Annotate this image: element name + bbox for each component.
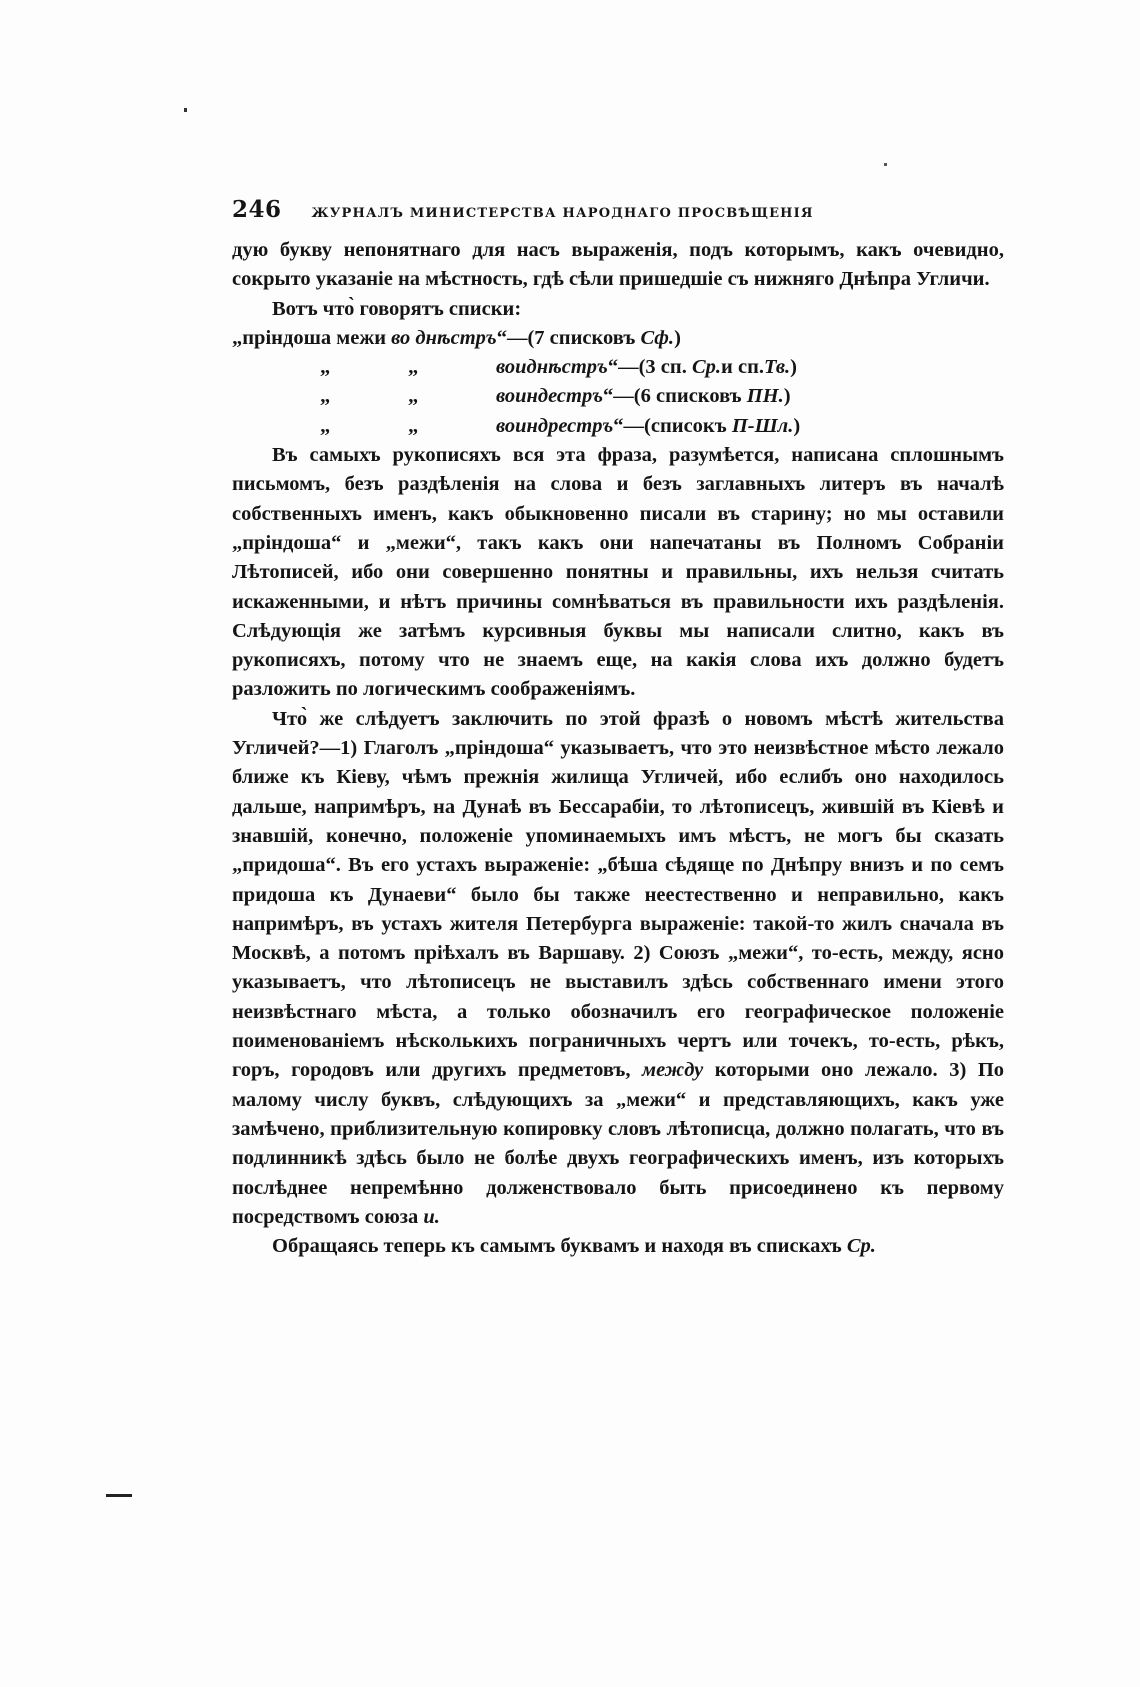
variant-note: “—(списокъ — [613, 414, 727, 437]
paragraph-3: Въ самыхъ рукописяхъ вся эта фраза, разумѣется, написана сплошнымъ письмомъ, безъ раздѣленія на слова и безъ заглавныхъ литеръ въ началѣ собственныхъ именъ, какъ обыкновенно писали въ старину; но мы оставили „пріндоша“ и „межи“, такъ какъ они напечатаны въ Полномъ Собраніи Лѣтописей, ибо они совершенно понятны и правильны, ихъ нельзя считать искаженными, и нѣтъ причины сомнѣваться въ правильности ихъ раздѣленія. Слѣдующія же затѣмъ курсивныя буквы мы написали слитно, какъ въ рукописяхъ, потому что не знаемъ еще, на какія слова ихъ должно будетъ разложить по логическимъ соображеніямъ. — [232, 444, 1004, 701]
variant-source: Сф. — [640, 326, 675, 349]
variant-row — [232, 324, 1004, 353]
variant-close: ) — [783, 385, 791, 408]
scan-speck — [184, 108, 187, 112]
variant-close: ) — [790, 356, 797, 379]
running-title: ЖУРНАЛЪ МИНИСТЕРСТВА НАРОДНАГО ПРОСВѢЩЕНІЯ — [311, 206, 814, 221]
variant-note: “—(7 списковъ — [496, 326, 636, 349]
ditto-mark: „ — [320, 385, 331, 408]
variant-note: “—(6 списковъ — [603, 385, 742, 408]
paragraph-4-end: и. — [423, 1205, 440, 1228]
ditto-mark: „ — [408, 385, 419, 408]
book-page — [232, 196, 1004, 1261]
variant-source: Ср. — [691, 356, 722, 379]
variant-note: “—(3 сп. — [607, 356, 687, 379]
ditto-mark: „ — [408, 356, 419, 379]
variant-reading: во днѣстръ — [391, 326, 497, 349]
ditto-mark: „ — [320, 356, 331, 379]
variant-source: ПН. — [746, 385, 784, 408]
page-header — [232, 196, 1004, 236]
variant-list — [232, 324, 1004, 441]
paragraph-2: Вотъ что̀ говорятъ списки: — [272, 297, 522, 320]
paragraph-5-text: Обращаясь теперь къ самымъ буквамъ и находя въ спискахъ — [272, 1235, 842, 1258]
paragraph-5-end: Ср. — [846, 1235, 876, 1258]
paragraph-4-tail: которыми оно лежало. 3) По малому числу буквъ, слѣдующихъ за „межи“ и представляющихъ, какъ уже замѣчено, приблизительную копировку словъ лѣтописца, должно полагать, что въ подлинникѣ здѣсь было не болѣе двухъ географическихъ именъ, изъ которыхъ послѣднее непремѣнно долженствовало быть присоединено къ первому посредствомъ союза — [232, 1059, 1005, 1228]
variant-close: ) — [793, 414, 801, 437]
page-number: 246 — [232, 196, 282, 223]
paragraph-4 — [232, 705, 1004, 1232]
variant-row — [232, 412, 1004, 441]
margin-mark — [106, 1494, 132, 1497]
paragraph-4-italic: между — [642, 1059, 704, 1082]
variant-lead: „пріндоша межи — [232, 326, 387, 349]
body-text — [232, 236, 1004, 1261]
variant-row — [232, 353, 1004, 382]
variant-close: ) — [674, 326, 681, 349]
paragraph-1: дую букву непонятнаго для насъ выраженія, подъ которымъ, какъ очевидно, сокрыто указаніе на мѣстность, гдѣ сѣли пришедшіе съ нижняго Днѣпра Угличи. — [232, 239, 1004, 291]
ditto-mark: „ — [408, 414, 419, 437]
scan-speck — [884, 163, 887, 166]
variant-reading: воиндестръ — [496, 385, 604, 408]
variant-reading: воиднѣстръ — [496, 356, 608, 379]
paragraph-5 — [232, 1232, 1004, 1261]
variant-source: П-Шл. — [731, 414, 794, 437]
variant-mid: и сп. — [721, 356, 765, 379]
paragraph-4-text: Что̀ же слѣдуетъ заключить по этой фразѣ о новомъ мѣстѣ жительства Угличей?—1) Глаголъ „пріндоша“ указываетъ, что это неизвѣстное мѣсто лежало ближе къ Кіеву, чѣмъ прежнія жилища Угличей, ибо еслибъ оно находилось дальше, напримѣръ, на Дунаѣ въ Бессарабіи, то лѣтописецъ, жившій въ Кіевѣ и знавшій, конечно, положеніе упоминаемыхъ имъ мѣстъ, не могъ бы сказать „придоша“. Въ его устахъ выраженіе: „бѣша сѣдяще по Днѣпру внизъ и по семъ придоша къ Дунаеви“ было бы также неестественно и неправильно, какъ напримѣръ, въ устахъ жителя Петербурга выраженіе: такой-то жилъ сначала въ Москвѣ, а потомъ пріѣхалъ въ Варшаву. 2) Союзъ „межи“, то-есть, между, ясно указываетъ, что лѣтописецъ не выставилъ здѣсь собственнаго имени этого неизвѣстнаго мѣста, а только обозначилъ его географическое положеніе поименованіемъ нѣсколькихъ пограничныхъ чертъ или точекъ, то-есть, рѣкъ, горъ, городовъ или другихъ предметовъ, — [232, 707, 1004, 1082]
variant-row — [232, 382, 1004, 411]
variant-reading: воиндрестръ — [496, 414, 614, 437]
ditto-mark: „ — [320, 414, 331, 437]
variant-source: Тв. — [764, 356, 791, 379]
